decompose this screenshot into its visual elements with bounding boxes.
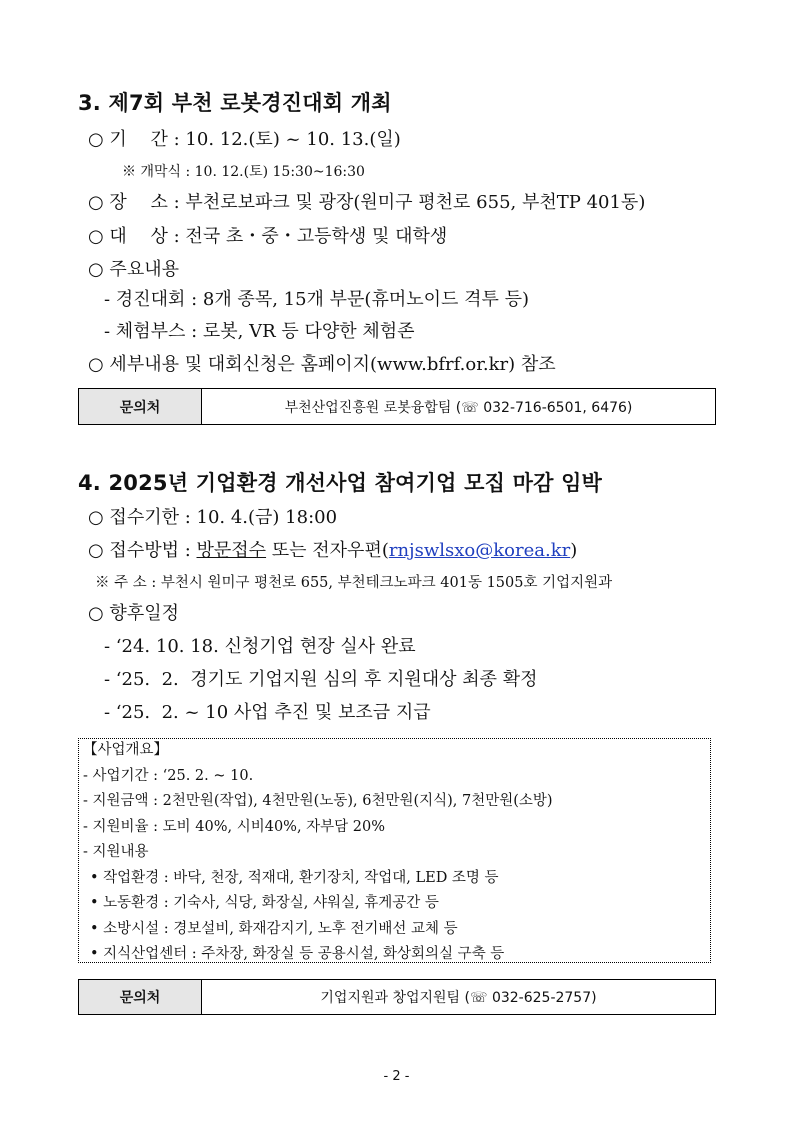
application-deadline: ○ 접수기한 : 10. 4.(금) 18:00 [88, 507, 338, 528]
overview-line: - 지원금액 : 2천만원(작업), 4천만원(노동), 6천만원(지식), 7천만원(소방) [83, 793, 553, 809]
overview-bullet: • 소방시설 : 경보설비, 화재감지기, 노후 전기배선 교체 등 [90, 921, 458, 937]
overview-bullet: • 노동환경 : 기숙사, 식당, 화장실, 샤워실, 휴게공간 등 [90, 895, 439, 911]
event-venue: ○ 장 소 : 부천로보파크 및 광장(원미구 평천로 655, 부천TP 401동) [88, 192, 646, 213]
overview-title: 【사업개요】 [83, 742, 169, 758]
contact-label: 문의처 [79, 389, 202, 424]
schedule-item: - ‘24. 10. 18. 신청기업 현장 실사 완료 [104, 636, 416, 657]
contact-value: 부천산업진흥원 로봇융합팀 (☏ 032-716-6501, 6476) [284, 399, 633, 416]
overview-bullet: • 지식산업센터 : 주차장, 화장실 등 공용시설, 화상회의실 구축 등 [90, 946, 505, 962]
event-period: ○ 기 간 : 10. 12.(토) ~ 10. 13.(일) [88, 129, 401, 150]
schedule-item: - ‘25. 2. ~ 10 사업 추진 및 보조금 지급 [104, 702, 431, 723]
address-note: ※ 주 소 : 부천시 원미구 평천로 655, 부천테크노파크 401동 1505호 기업지원과 [95, 575, 613, 591]
overview-bullet: • 작업환경 : 바닥, 천장, 적재대, 환기장치, 작업대, LED 조명 등 [90, 870, 499, 886]
contact-label: 문의처 [79, 980, 202, 1014]
schedule-item: - ‘25. 2. 경기도 기업지원 심의 후 지원대상 최종 확정 [104, 669, 538, 690]
application-method [88, 541, 577, 560]
opening-ceremony-note: ※ 개막식 : 10. 12.(토) 15:30~16:30 [122, 164, 365, 180]
contact-table-section-4 [78, 979, 716, 1015]
details-note: ○ 세부내용 및 대회신청은 홈페이지(www.bfrf.or.kr) 참조 [88, 354, 556, 375]
overview-line: - 지원비율 : 도비 40%, 시비40%, 자부담 20% [83, 819, 386, 835]
overview-line: - 지원내용 [83, 844, 149, 860]
application-method-middle: 또는 전자우편( [266, 540, 389, 561]
visit-submission: 방문접수 [196, 540, 267, 561]
email-link[interactable]: rnjswlsxo@korea.kr [388, 540, 571, 561]
application-method-prefix: ○ 접수방법 : [88, 540, 197, 561]
contact-table-section-3 [78, 388, 716, 425]
business-overview-box [78, 738, 711, 963]
main-contents-item: - 체험부스 : 로봇, VR 등 다양한 체험존 [104, 321, 415, 342]
overview-line: - 사업기간 : ‘25. 2. ~ 10. [83, 768, 254, 784]
section-3-heading: 3. 제7회 부천 로봇경진대회 개최 [78, 91, 392, 115]
event-target: ○ 대 상 : 전국 초・중・고등학생 및 대학생 [88, 226, 448, 247]
contact-value: 기업지원과 창업지원팀 (☏ 032-625-2757) [320, 990, 597, 1006]
main-contents-item: - 경진대회 : 8개 종목, 15개 부문(휴머노이드 격투 등) [104, 289, 530, 310]
schedule-title: ○ 향후일정 [88, 603, 179, 624]
main-contents-title: ○ 주요내용 [88, 259, 179, 280]
page-number: - 2 - [383, 1069, 410, 1084]
application-method-suffix: ) [570, 540, 578, 561]
section-4-heading: 4. 2025년 기업환경 개선사업 참여기업 모집 마감 임박 [78, 471, 603, 495]
